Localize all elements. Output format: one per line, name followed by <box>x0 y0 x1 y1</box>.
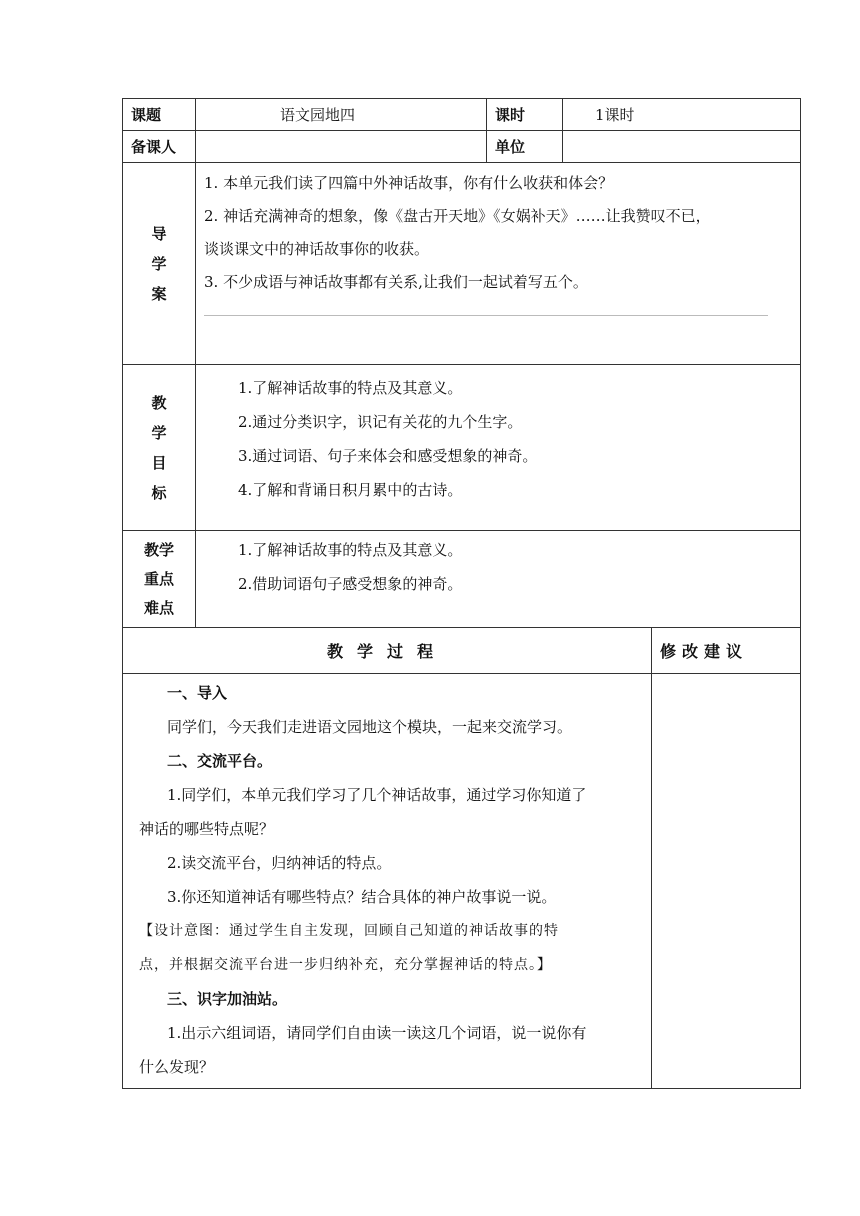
goals-row <box>123 365 801 531</box>
lesson-plan-document <box>122 98 800 1089</box>
goal-item: 2.通过分类识字，识记有关花的九个生字。 <box>238 413 523 431</box>
keypoints-label: 教学 重点 难点 <box>143 540 174 617</box>
period-label: 课时 <box>487 99 563 131</box>
process-line: 1.同学们，本单元我们学习了几个神话故事，通过学习你知道了 <box>167 786 587 804</box>
revision-title: 修改建议 <box>652 628 801 674</box>
answer-line <box>204 315 768 316</box>
process-content <box>123 674 652 1089</box>
process-line: 2.读交流平台，归纳神话的特点。 <box>167 854 392 872</box>
process-line: 同学们，今天我们走进语文园地这个模块，一起来交流学习。 <box>167 718 573 736</box>
guide-label-cell <box>123 163 196 365</box>
guide-content <box>196 163 801 365</box>
process-line: 神话的哪些特点呢？ <box>139 820 275 838</box>
guide-item: 2. 神话充满神奇的想象，像《盘古开天地》《女娲补天》……让我赞叹不已， <box>204 207 711 225</box>
process-heading: 三、识字加油站。 <box>167 990 288 1008</box>
process-row <box>123 674 801 1089</box>
revision-content <box>652 674 801 1089</box>
keypoints-label-cell <box>123 531 196 628</box>
process-line: 3.你还知道神话有哪些特点？结合具体的神户故事说一说。 <box>167 888 557 906</box>
process-header-row <box>123 628 801 674</box>
goals-label-cell <box>123 365 196 531</box>
goal-item: 4.了解和背诵日积月累中的古诗。 <box>238 481 463 499</box>
topic-value: 语文园地四 <box>196 99 487 131</box>
design-intent-note: 点，并根据交流平台进一步归纳补充，充分掌握神话的特点。】 <box>139 957 552 973</box>
topic-row <box>123 99 801 131</box>
process-title: 教学过程 <box>123 628 652 674</box>
guide-item: 3. 不少成语与神话故事都有关系,让我们一起试着写五个。 <box>204 273 588 291</box>
process-line: 1.出示六组词语，请同学们自由读一读这几个词语，说一说你有 <box>167 1024 587 1042</box>
keypoint-item: 2.借助词语句子感受想象的神奇。 <box>238 575 463 593</box>
process-heading: 一、导入 <box>167 684 228 702</box>
guide-label: 导 学 案 <box>151 224 167 303</box>
guide-row <box>123 163 801 365</box>
keypoints-row <box>123 531 801 628</box>
process-line: 什么发现？ <box>139 1058 215 1076</box>
goals-content <box>196 365 801 531</box>
process-heading: 二、交流平台。 <box>167 752 273 770</box>
design-intent-note: 【设计意图：通过学生自主发现，回顾自己知道的神话故事的特 <box>139 923 559 939</box>
unit-label: 单位 <box>487 131 563 163</box>
goal-item: 3.通过词语、句子来体会和感受想象的神奇。 <box>238 447 538 465</box>
keypoint-item: 1.了解神话故事的特点及其意义。 <box>238 541 463 559</box>
unit-value <box>563 131 801 163</box>
preparer-row <box>123 131 801 163</box>
goal-item: 1.了解神话故事的特点及其意义。 <box>238 379 463 397</box>
preparer-value <box>196 131 487 163</box>
guide-item: 1. 本单元我们读了四篇中外神话故事，你有什么收获和体会？ <box>204 174 614 192</box>
topic-label: 课题 <box>123 99 196 131</box>
period-value: 1课时 <box>563 99 801 131</box>
lesson-plan-table <box>122 98 801 1089</box>
guide-item: 谈谈课文中的神话故事你的收获。 <box>204 240 430 258</box>
goals-label: 教 学 目 标 <box>151 393 167 502</box>
keypoints-content <box>196 531 801 628</box>
preparer-label: 备课人 <box>123 131 196 163</box>
